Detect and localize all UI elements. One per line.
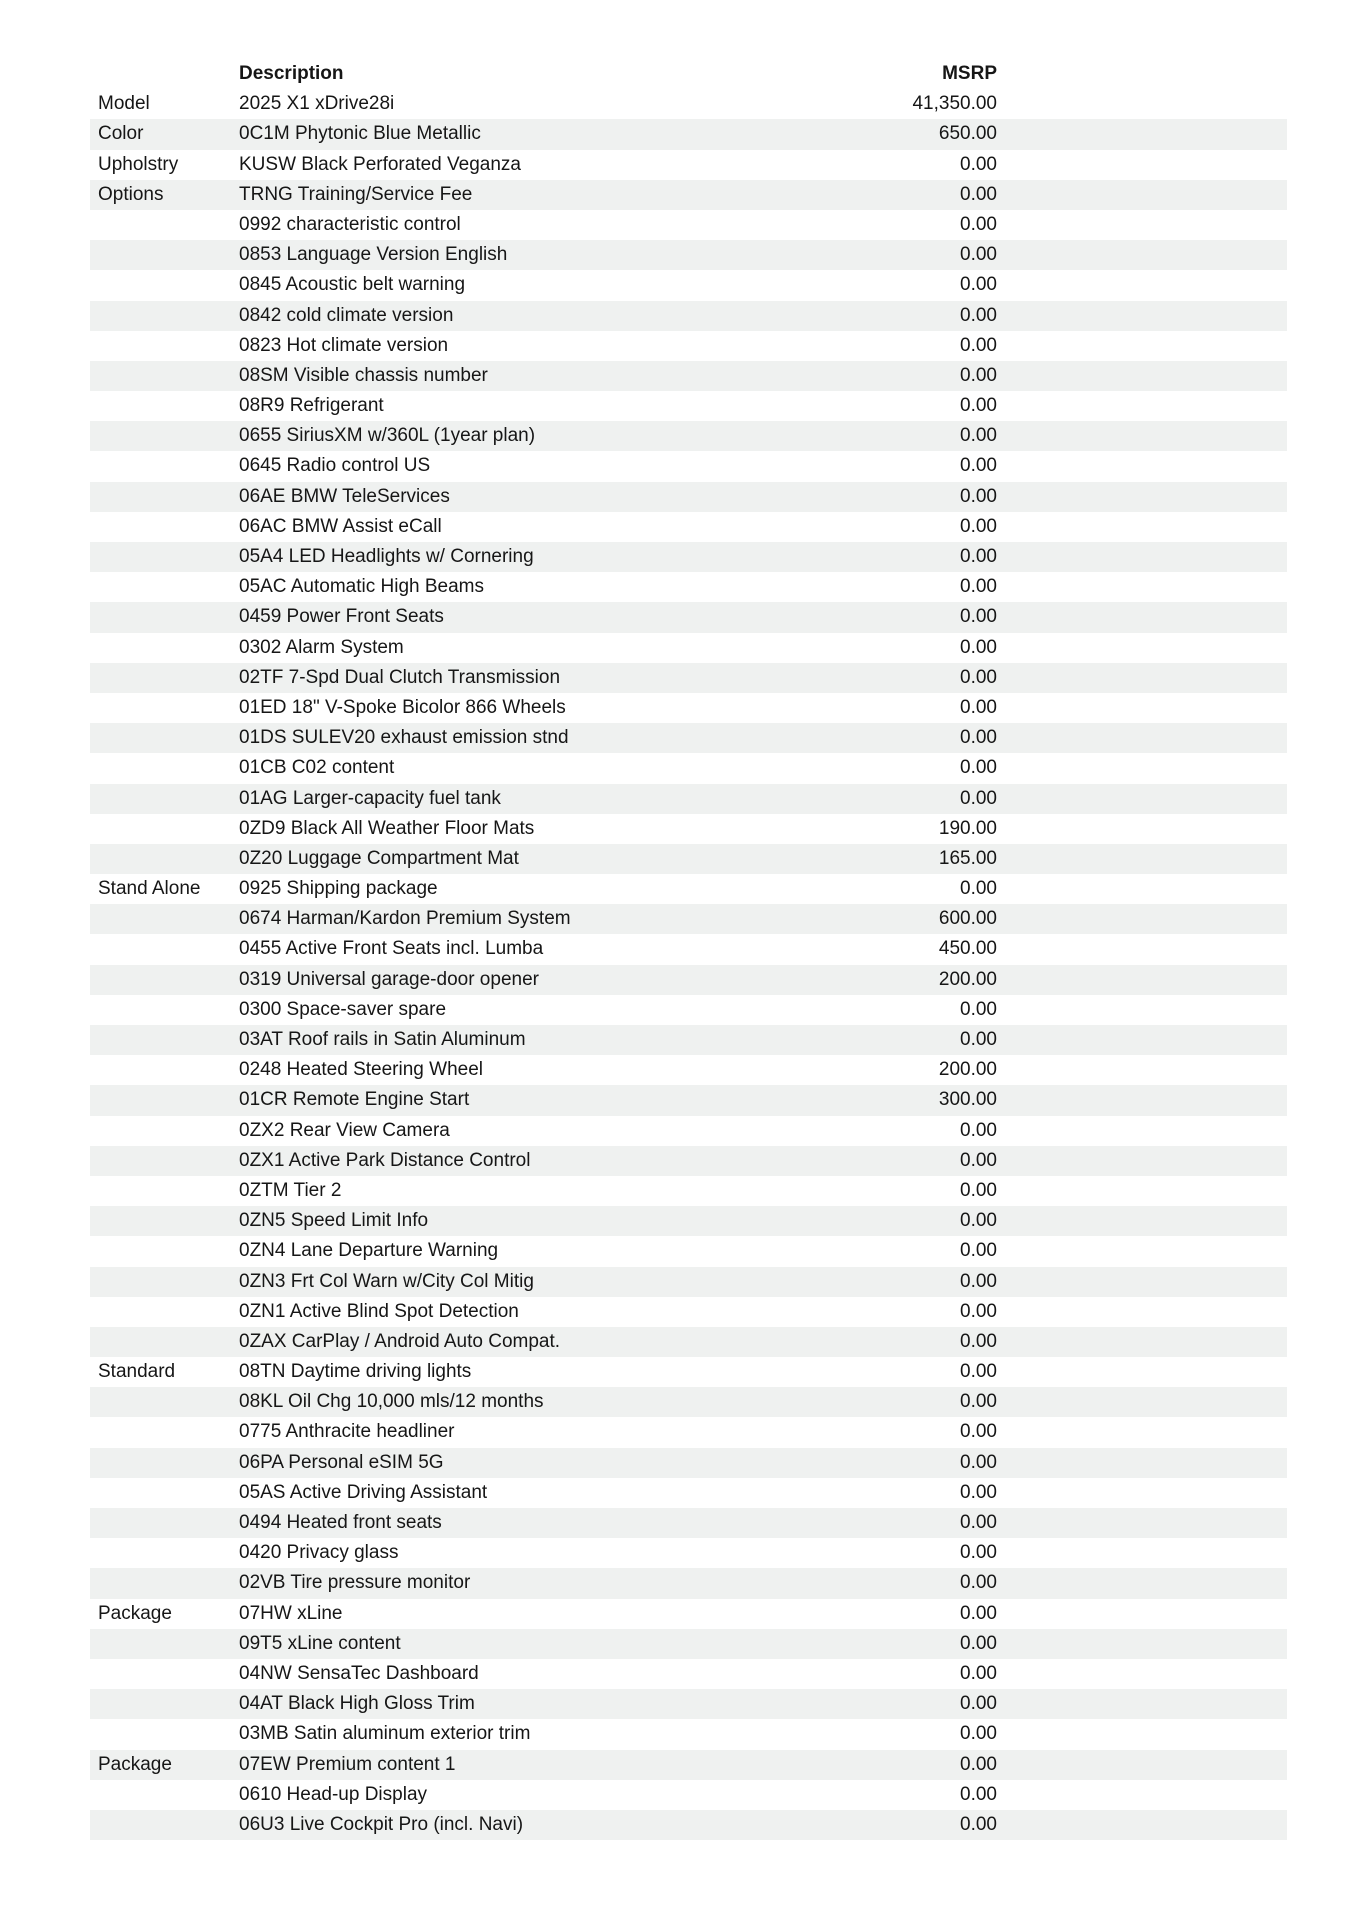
row-msrp: 0.00 [960, 787, 997, 809]
row-msrp: 0.00 [960, 304, 997, 326]
table-body [0, 89, 1357, 1840]
row-description: 0845 Acoustic belt warning [239, 274, 466, 296]
row-msrp: 0.00 [960, 1391, 997, 1413]
row-msrp: 0.00 [960, 1542, 997, 1564]
table-row [90, 1448, 1287, 1478]
row-msrp: 0.00 [960, 1119, 997, 1141]
row-description: KUSW Black Perforated Veganza [239, 153, 521, 175]
row-msrp: 0.00 [960, 244, 997, 266]
row-msrp: 0.00 [960, 576, 997, 598]
table-row [90, 1689, 1287, 1719]
table-row [90, 301, 1287, 331]
row-msrp: 165.00 [938, 847, 997, 869]
row-description: 07EW Premium content 1 [239, 1753, 456, 1775]
table-row [90, 180, 1287, 210]
row-description: 0775 Anthracite headliner [239, 1421, 455, 1443]
row-description: 01CR Remote Engine Start [239, 1089, 470, 1111]
row-description: 06PA Personal eSIM 5G [239, 1451, 444, 1473]
row-msrp: 0.00 [960, 1512, 997, 1533]
table-row [90, 361, 1287, 391]
row-msrp: 0.00 [960, 1029, 997, 1050]
table-row [90, 1478, 1287, 1508]
table-row [90, 663, 1287, 693]
table-row [90, 119, 1287, 149]
table-row [90, 602, 1287, 632]
table-row [90, 874, 1287, 904]
table-row [90, 512, 1287, 542]
table-row [90, 1116, 1287, 1146]
row-msrp: 0.00 [960, 1572, 997, 1594]
row-description: 04NW SensaTec Dashboard [239, 1662, 479, 1684]
table-row [90, 965, 1287, 995]
row-description: 0645 Radio control US [239, 455, 431, 477]
table-row [90, 1267, 1287, 1297]
table-row [90, 1327, 1287, 1357]
row-description: 0ZX1 Active Park Distance Control [239, 1149, 531, 1171]
table-row [90, 1810, 1287, 1840]
table-row [90, 572, 1287, 602]
row-description: 01AG Larger-capacity fuel tank [239, 787, 501, 809]
row-category: Standard [98, 1361, 176, 1383]
row-description: 0319 Universal garage-door opener [239, 968, 539, 990]
row-msrp: 0.00 [960, 364, 997, 386]
table-row [90, 331, 1287, 361]
row-description: 01ED 18" V-Spoke Bicolor 866 Wheels [239, 696, 566, 718]
row-msrp: 0.00 [960, 1270, 997, 1292]
row-msrp: 0.00 [960, 1813, 997, 1835]
row-description: 0ZN5 Speed Limit Info [239, 1210, 429, 1232]
row-description: 01DS SULEV20 exhaust emission stnd [239, 727, 569, 749]
table-row [90, 1629, 1287, 1659]
row-msrp: 0.00 [960, 334, 997, 356]
row-description: 06AC BMW Assist eCall [239, 515, 442, 537]
row-description: 0992 characteristic control [239, 213, 461, 235]
table-row [90, 1659, 1287, 1689]
row-msrp: 0.00 [960, 666, 997, 688]
row-msrp: 0.00 [960, 1149, 997, 1171]
row-description: 07HW xLine [239, 1602, 343, 1624]
row-msrp: 0.00 [960, 515, 997, 537]
row-description: 0ZN4 Lane Departure Warning [239, 1240, 499, 1262]
description-column-header: Description [239, 63, 344, 84]
table-header-row [90, 59, 1287, 89]
row-msrp: 41,350.00 [912, 93, 997, 115]
row-msrp: 0.00 [960, 274, 997, 296]
row-msrp: 0.00 [960, 425, 997, 447]
table-row [90, 240, 1287, 270]
table-row [90, 270, 1287, 300]
row-description: 02TF 7-Spd Dual Clutch Transmission [239, 666, 561, 688]
row-description: 0925 Shipping package [239, 878, 438, 900]
row-description: 0823 Hot climate version [239, 334, 449, 356]
row-description: 0248 Heated Steering Wheel [239, 1059, 483, 1081]
table-row [90, 1417, 1287, 1447]
row-description: 05A4 LED Headlights w/ Cornering [239, 546, 534, 567]
row-category: Package [98, 1753, 172, 1775]
row-description: 02VB Tire pressure monitor [239, 1572, 471, 1594]
row-msrp: 200.00 [938, 1059, 997, 1081]
table-row [90, 1508, 1287, 1538]
row-msrp: 0.00 [960, 727, 997, 749]
row-msrp: 0.00 [960, 1753, 997, 1775]
row-msrp: 0.00 [960, 153, 997, 175]
row-msrp: 0.00 [960, 1662, 997, 1684]
table-row [90, 1025, 1287, 1055]
row-category: Model [98, 93, 150, 115]
table-row [90, 1780, 1287, 1810]
table-row [90, 693, 1287, 723]
row-msrp: 0.00 [960, 1451, 997, 1473]
row-msrp: 600.00 [938, 908, 997, 930]
row-msrp: 650.00 [938, 123, 997, 145]
table-row [90, 89, 1287, 119]
row-msrp: 0.00 [960, 878, 997, 900]
table-row [90, 482, 1287, 512]
table-row [90, 1719, 1287, 1749]
msrp-column-header: MSRP [942, 63, 997, 84]
row-description: 08TN Daytime driving lights [239, 1361, 472, 1383]
row-msrp: 0.00 [960, 455, 997, 477]
table-row [90, 1357, 1287, 1387]
table-row [90, 1236, 1287, 1266]
row-description: 09T5 xLine content [239, 1632, 401, 1654]
row-msrp: 450.00 [938, 938, 997, 960]
table-row [90, 542, 1287, 572]
row-msrp: 0.00 [960, 757, 997, 779]
table-row [90, 723, 1287, 753]
row-description: 0655 SiriusXM w/360L (1year plan) [239, 425, 536, 447]
row-description: 0ZD9 Black All Weather Floor Mats [239, 817, 535, 839]
row-description: 08SM Visible chassis number [239, 364, 488, 386]
table-row [90, 150, 1287, 180]
table-row [90, 1297, 1287, 1327]
row-description: 0459 Power Front Seats [239, 606, 444, 628]
table-row [90, 391, 1287, 421]
row-msrp: 0.00 [960, 1783, 997, 1805]
row-msrp: 0.00 [960, 636, 997, 658]
row-msrp: 0.00 [960, 1300, 997, 1322]
row-category: Stand Alone [98, 878, 201, 900]
row-category: Options [98, 183, 164, 205]
row-msrp: 0.00 [960, 998, 997, 1020]
table-row [90, 1206, 1287, 1236]
table-row [90, 1085, 1287, 1115]
row-description: 0C1M Phytonic Blue Metallic [239, 123, 481, 145]
table-row [90, 1538, 1287, 1568]
table-row [90, 844, 1287, 874]
row-description: 0302 Alarm System [239, 636, 404, 658]
row-description: 05AC Automatic High Beams [239, 576, 485, 598]
row-description: 0674 Harman/Kardon Premium System [239, 908, 571, 930]
row-msrp: 0.00 [960, 1330, 997, 1352]
table-row [90, 753, 1287, 783]
table-row [90, 451, 1287, 481]
row-description: 08R9 Refrigerant [239, 395, 384, 417]
table-row [90, 1055, 1287, 1085]
row-description: 0420 Privacy glass [239, 1542, 399, 1564]
table-row [90, 995, 1287, 1025]
row-description: 04AT Black High Gloss Trim [239, 1693, 475, 1715]
row-description: 06AE BMW TeleServices [239, 485, 450, 507]
row-description: 0494 Heated front seats [239, 1512, 442, 1533]
row-msrp: 0.00 [960, 1210, 997, 1232]
row-description: 0455 Active Front Seats incl. Lumba [239, 938, 544, 960]
row-description: 0853 Language Version English [239, 244, 508, 266]
row-description: 0ZN1 Active Blind Spot Detection [239, 1300, 519, 1322]
table-row [90, 814, 1287, 844]
table-row [90, 934, 1287, 964]
row-description: 03MB Satin aluminum exterior trim [239, 1723, 531, 1745]
row-msrp: 0.00 [960, 546, 997, 567]
row-description: 0300 Space-saver spare [239, 998, 447, 1020]
table-row [90, 904, 1287, 934]
row-description: 0ZTM Tier 2 [239, 1179, 342, 1201]
table-row [90, 421, 1287, 451]
row-description: 05AS Active Driving Assistant [239, 1481, 488, 1503]
row-msrp: 0.00 [960, 1421, 997, 1443]
row-description: 06U3 Live Cockpit Pro (incl. Navi) [239, 1813, 524, 1835]
row-msrp: 190.00 [938, 817, 997, 839]
row-msrp: 0.00 [960, 1361, 997, 1383]
row-msrp: 0.00 [960, 485, 997, 507]
row-msrp: 0.00 [960, 1632, 997, 1654]
table-row [90, 1176, 1287, 1206]
row-description: 01CB C02 content [239, 757, 395, 779]
options-price-table [0, 59, 1357, 1840]
row-msrp: 0.00 [960, 1240, 997, 1262]
table-row [90, 210, 1287, 240]
row-msrp: 300.00 [938, 1089, 997, 1111]
table-row [90, 784, 1287, 814]
row-description: 0842 cold climate version [239, 304, 454, 326]
table-row [90, 1750, 1287, 1780]
row-msrp: 0.00 [960, 183, 997, 205]
row-description: 0Z20 Luggage Compartment Mat [239, 847, 519, 869]
row-category: Upholstry [98, 153, 179, 175]
row-msrp: 0.00 [960, 696, 997, 718]
row-description: 0ZN3 Frt Col Warn w/City Col Mitig [239, 1270, 534, 1292]
table-row [90, 1599, 1287, 1629]
row-category: Package [98, 1602, 172, 1624]
row-msrp: 0.00 [960, 1723, 997, 1745]
row-msrp: 0.00 [960, 213, 997, 235]
row-description: 08KL Oil Chg 10,000 mls/12 months [239, 1391, 544, 1413]
row-msrp: 0.00 [960, 1481, 997, 1503]
row-msrp: 0.00 [960, 1693, 997, 1715]
row-msrp: 0.00 [960, 1602, 997, 1624]
row-description: 0ZAX CarPlay / Android Auto Compat. [239, 1330, 561, 1352]
table-row [90, 1568, 1287, 1598]
row-msrp: 0.00 [960, 606, 997, 628]
row-description: 0ZX2 Rear View Camera [239, 1119, 450, 1141]
row-description: 03AT Roof rails in Satin Aluminum [239, 1029, 526, 1050]
row-msrp: 0.00 [960, 1179, 997, 1201]
row-category: Color [98, 123, 144, 145]
table-row [90, 1146, 1287, 1176]
table-row [90, 633, 1287, 663]
row-description: TRNG Training/Service Fee [239, 183, 473, 205]
row-description: 2025 X1 xDrive28i [239, 93, 395, 115]
row-msrp: 200.00 [938, 968, 997, 990]
table-row [90, 1387, 1287, 1417]
row-description: 0610 Head-up Display [239, 1783, 428, 1805]
row-msrp: 0.00 [960, 395, 997, 417]
